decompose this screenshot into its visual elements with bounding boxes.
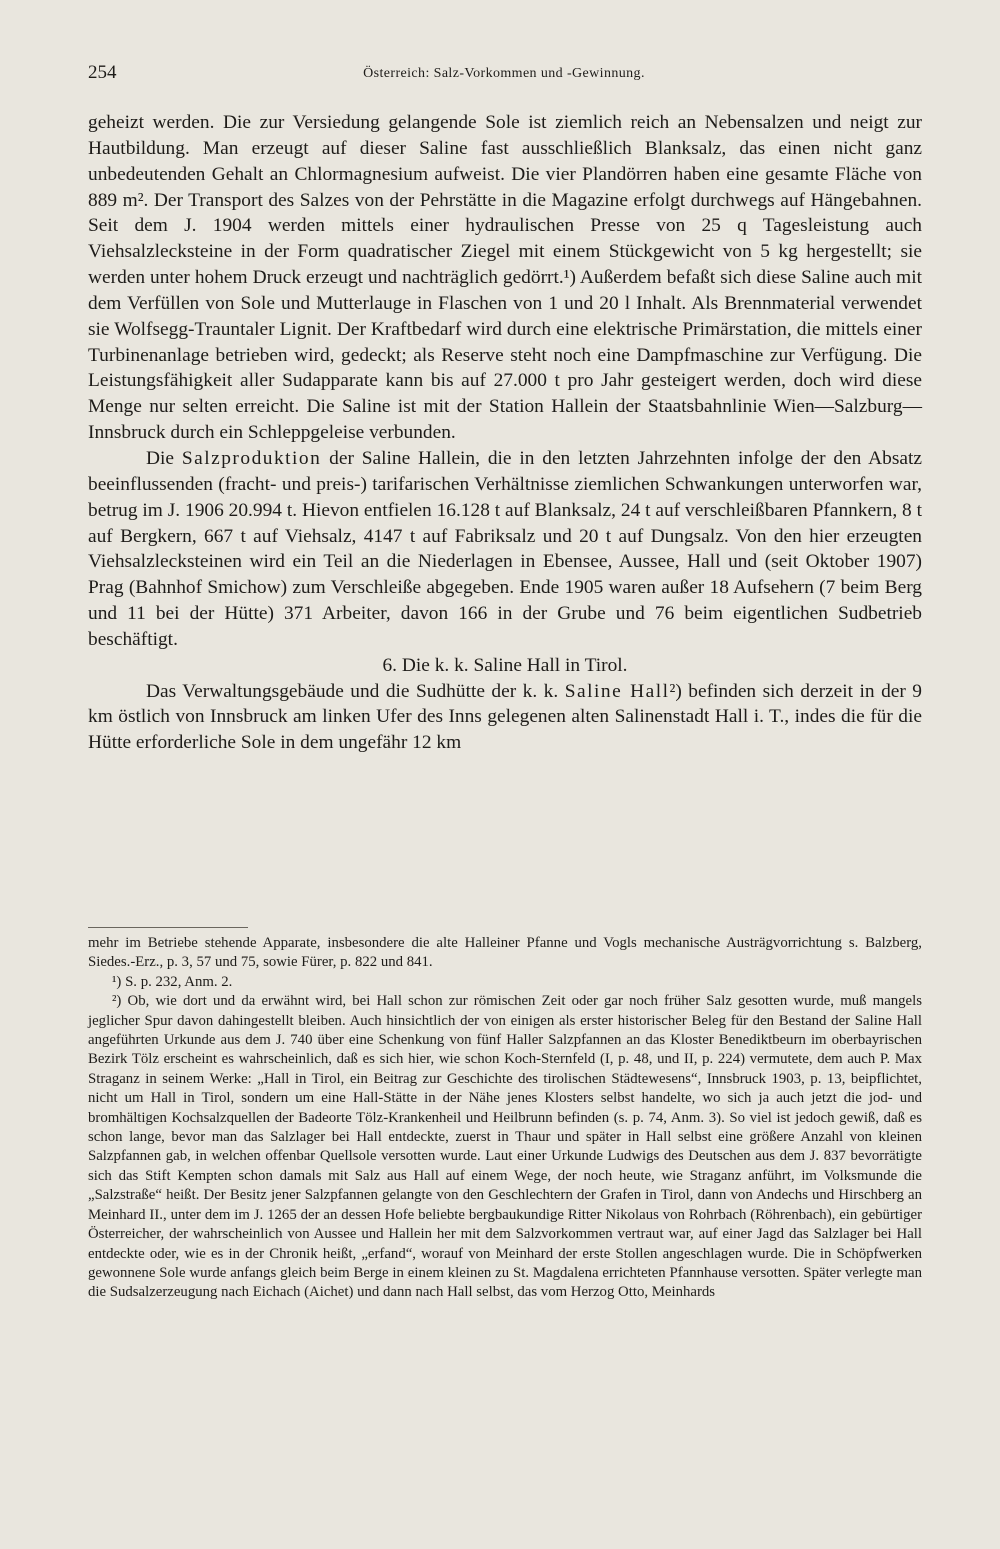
- footnote-marker: ¹): [112, 973, 122, 990]
- paragraph-saline-hall: [88, 679, 922, 757]
- footnote-text: S. p. 232, Anm. 2.: [121, 973, 233, 990]
- paragraph-body: der Saline Hallein, die in den letzten Jahrzehnten infolge der den Absatz beeinflussenden (fracht- und preis-) tarifarischen Verhältnisse ziemlichen Schwankungen unterworfen war, betrug im J. 1906 20.994 t. Hievon entfielen 16.128 t auf Blanksalz, 24 t auf verschleißbaren Pfannkern, 8 t auf Bergkern, 667 t auf Viehsalz, 4147 t auf Fabriksalz und 20 t auf Dungsalz. Von den hier erzeugten Viehsalzlecksteinen wird ein Teil an die Niederlagen in Ebensee, Aussee, Hall und (seit Oktober 1907) Prag (Bahnhof Smichow) zum Verschleiße abgegeben. Ende 1905 waren außer 18 Aufsehern (7 beim Berg und 11 bei der Hütte) 371 Arbeiter, davon 166 in der Grube und 76 beim eigentlichen Sudbetrieb beschäftigt.: [88, 447, 922, 650]
- paragraph-lead: Das Verwaltungsgebäude und die Sudhütte der k. k.: [146, 680, 565, 702]
- running-head: Österreich: Salz-Vorkommen und -Gewinnung.: [363, 66, 645, 81]
- emphasis-salzproduktion: Salzproduktion: [181, 447, 322, 469]
- footnote-rule: [88, 927, 248, 928]
- footnote-marker: ²): [112, 993, 122, 1010]
- section-heading: 6. Die k. k. Saline Hall in Tirol.: [382, 654, 628, 676]
- main-text: [88, 110, 922, 756]
- footnote-2: [88, 992, 922, 1303]
- footnote-1: [88, 973, 922, 992]
- page-number: 254: [88, 62, 117, 83]
- page-header: [88, 62, 920, 90]
- paragraph-salzproduktion: [88, 446, 922, 653]
- footnotes: [88, 934, 922, 1303]
- emphasis-saline-hall: Saline Hall: [564, 680, 670, 702]
- footnote-continuation: mehr im Betriebe stehende Apparate, insbesondere die alte Halleiner Pfanne und Vogls mechanische Austrägvorrichtung s. Balzberg, Siedes.-Erz., p. 3, 57 und 75, sowie Fürer, p. 822 und 841.: [88, 935, 922, 971]
- paragraph-lead: Die: [146, 447, 182, 469]
- paragraph-continuation: geheizt werden. Die zur Versiedung gelangende Sole ist ziemlich reich an Nebensalzen und neigt zur Hautbildung. Man erzeugt auf dieser Saline fast ausschließlich Blanksalz, das einen nicht ganz unbedeutenden Gehalt an Chlormagnesium aufweist. Die vier Plandörren haben eine gesamte Fläche von 889 m². Der Transport des Salzes von der Pehrstätte in die Magazine erfolgt durchwegs auf Hängebahnen. Seit dem J. 1904 werden mittels einer hydraulischen Presse von 25 q Tagesleistung auch Viehsalzlecksteine in der Form quadratischer Ziegel mit einem Stückgewicht von 5 kg hergestellt; sie werden unter hohem Druck erzeugt und nachträglich gedörrt.¹) Außerdem befaßt sich diese Saline auch mit dem Verfüllen von Sole und Mutterlauge in Flaschen von 1 und 20 l Inhalt. Als Brennmaterial verwendet sie Wolfsegg-Trauntaler Lignit. Der Kraftbedarf wird durch eine elektrische Primärstation, die mittels einer Turbinenanlage betrieben wird, gedeckt; als Reserve steht noch eine Dampfmaschine zur Verfügung. Die Leistungsfähigkeit aller Sudapparate kann bis auf 27.000 t pro Jahr gesteigert werden, doch wird diese Menge nur selten erreicht. Die Saline ist mit der Station Hallein der Staatsbahnlinie Wien—Salzburg—Innsbruck durch ein Schleppgeleise verbunden.: [88, 112, 922, 444]
- paragraph-body: ²) befinden sich derzeit in der 9 km östlich von Innsbruck am linken Ufer des Inns gelegenen alten Salinenstadt Hall i. T., indes die für die Hütte erforderliche Sole in dem ungefähr 12 km: [88, 680, 923, 754]
- footnote-text: Ob, wie dort und da erwähnt wird, bei Hall schon zur römischen Zeit oder gar noch früher Salz gesotten wurde, muß mangels jeglicher Spur davon dahingestellt bleiben. Auch hinsichtlich der von einigen als erster historischer Beleg für den Bestand der Saline Hall angeführten Urkunde aus dem J. 740 über eine Schenkung von fünf Haller Salzpfannen an das Kloster Benediktbeurn im oberbayrischen Bezirk Tölz erscheint es wahrscheinlich, daß es sich hier, wie schon Koch-Sternfeld (I, p. 48, und II, p. 224) vermutete, dem auch P. Max Straganz in seinem Werke: „Hall in Tirol, ein Beitrag zur Geschichte des tirolischen Städtewesens“, Innsbruck 1903, p. 13, beipflichtet, nicht um Hall in Tirol, sondern um eine Hall-Stätte in der Nähe jenes Klosters selbst handelte, wo sich ja auch jetzt die jod- und bromhältigen Kochsalzquellen der Badeorte Tölz-Krankenheil und Heilbrunn befinden (s. p. 74, Anm. 3). So viel ist jedoch gewiß, daß es schon lange, bevor man das Salzlager bei Hall entdeckte, zuerst in Thaur und später in Hall selbst eine größere Anzahl von kleinen Salzpfannen gab, in welchen offenbar Quellsole versotten wurde. Laut einer Urkunde Ludwigs des Deutschen aus dem J. 837 bevorrätigte sich das Stift Kempten schon damals mit Salz aus Hall auf einem Wege, der noch heute, wie Straganz anführt, im Volksmunde die „Salzstraße“ heißt. Der Besitz jener Salzpfannen gelangte von den Geschlechtern der Grafen in Tirol, dann von Andechs und Hirschberg an Meinhard II., unter dem im J. 1265 der an dessen Hofe beliebte bergbaukundige Ritter Nikolaus von Rohrbach (Röhrenbach), ein gebürtiger Österreicher, der wahrscheinlich von Aussee und Hallein her mit dem Salzvorkommen vertraut war, auf einer Jagd das Salzlager bei Hall entdeckte oder, wie es in der Chronik heißt, „erfand“, worauf von Meinhard der erste Stollen angeschlagen wurde. Die in Schöpfwerken gewonnene Sole wurde anfangs gleich beim Berge in einem kleinen zu St. Magdalena errichteten Pfannhause versotten. Später verlegte man die Sudsalzerzeugung nach Eichach (Aichet) und dann nach Hall selbst, das vom Herzog Otto, Meinhards: [88, 993, 922, 1301]
